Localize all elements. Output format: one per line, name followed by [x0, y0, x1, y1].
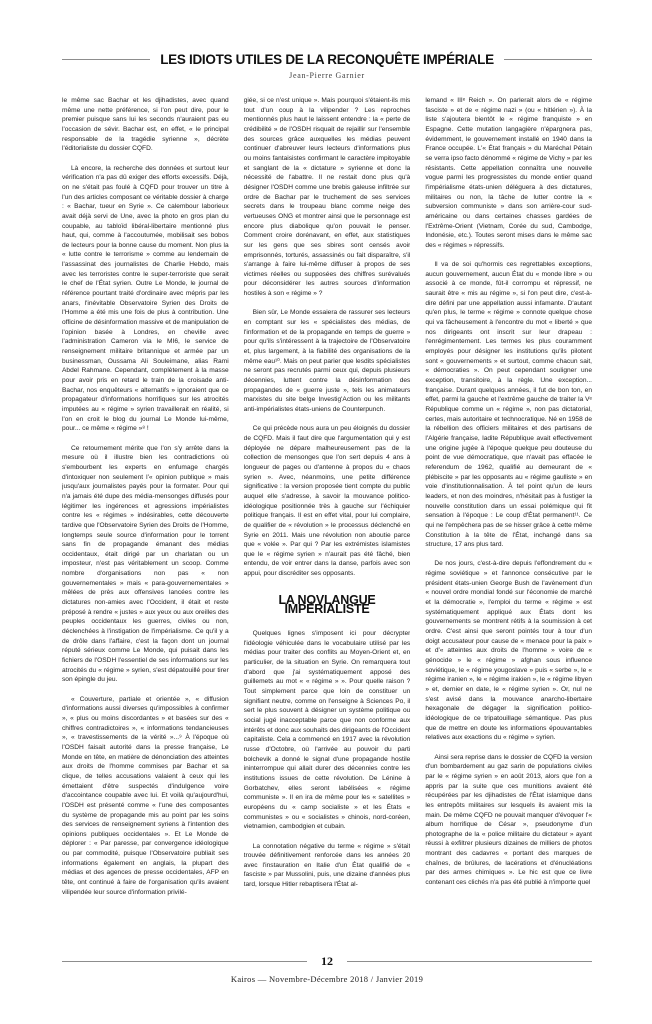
article-author: Jean-Pierre Garnier — [289, 71, 365, 80]
paragraph: Là encore, la recherche des données et surtout leur vérification n'a pas dû exiger des efforts excessifs. Déjà, on ne s'était pas foulé à CQFD pour trouver un titre à l'un des articles composant ce véritable dossier à charge : « Bachar, tueur en Syrie ». Ce calembour laborieux avait déjà servi de Une, avec la photo en gros plan du coupable, au tabloïd libéral-libertaire mentionné plus haut, qui, comme à l'accoutumée, mobilisait ses bobos de lecteurs pour la bonne cause du moment. Non plus la « lutte contre le terrorisme » comme au lendemain de l'assassinat des journalistes de Charlie Hebdo, mais avec les terroristes contre le super-terroriste que serait le chef de l'État syrien. Outre Le Monde, le journal de référence pourtant traité d'ordinaire avec mépris par les anars, l'inévitable Observatoire Syrien des Droits de l'Homme a été mis une fois de plus à contribution. Une officine de désinformation massive et de manipulation de l'opinion basée à Londres, en cheville avec l'administration Cameron via le MI6, le service de renseignement militaire britannique et armée par un businessman, Oussama Ali Souleimane, alias Rami Abdel Rahmane. Cependant, complètement à la masse pour avoir pris en retard le train de la croisade anti-Bachar, nos enquêteurs « alternatifs » ignoraient que ce propagateur d'informations horrifiques sur les atrocités imputées au « régime » syrien travaillerait en réalité, si l'on en croit le blog du journal Le Monde lui-même, pour... ce même « régime »⁸ ! — [62, 164, 229, 433]
footer-rule-left — [62, 961, 307, 962]
journal-issue-line: Kairos — Novembre-Décembre 2018 / Janvier 2019 — [230, 974, 424, 984]
page-footer — [62, 954, 592, 984]
paragraph: « Couverture, partiale et orientée », « diffusion d'informations aussi diverses qu'impossibles à confirmer », « plus ou moins discordantes » et basées sur des « chiffres contradictoires », « informations tendancieuses », « travestissements de la vérité »...⁹ À l'époque où l'OSDH faisait autorité dans la presse française, Le Monde en tête, en matière de dénonciation des atteintes aux droits de l'homme commises par Bachar et sa clique, de telles accusations valaient à ceux qui les émettaient d'être suspectés d'indulgence voire d'accointance coupable avec lui. Et voilà qu'aujourd'hui, l'OSDH est présenté comme « l'une des composantes du système de propagande mis au point par les soins des services de renseignement syriens à l'intention des opinions publiques occidentales ». Et Le Monde de déplorer : « Par paresse, par convergence idéologique ou par commodité, puisque l'Observatoire publiait ses informations également en anglais, la plupart des médias et des agences de presse occidentales, AFP en tête, ont continué à faire de l'organisation qu'ils avaient vilipendée leur source d'information privilé- — [62, 695, 229, 896]
paragraph: De nos jours, c'est-à-dire depuis l'effondrement du « régime soviétique » et l'annonce consécutive par le président états-unien George Bush de l'avènement d'un « nouvel ordre mondial fondé sur l'économie de marché et la démocratie », l'emploi du terme « régime » est systématiquement appliqué aux États dont les gouvernements se montrent rétifs à la soumission à cet ordre. C'est ainsi que seront pointés tour à tour d'un doigt accusateur pour cause de « menace pour la paix » et d'« atteintes aux droits de l'homme » voire de « génocide » le « régime » afghan sous influence soviétique, le « régime yougoslave » puis « serbe », le « régime iranien », le « régime irakien », le « régime libyen » et, dernier en date, le « régime syrien ». Or, nul ne s'est avisé dans la mouvance anarcho-libertaire hexagonale de dégager la signification politico-idéologique de ce tripatouillage sémantique. Pas plus que de mettre en doute les informations épouvantables relatives aux exactions du « régime » syrien. — [425, 560, 592, 742]
paragraph: Ce retournement mérite que l'on s'y arrête dans la mesure où il illustre bien les contradictions où s'embourbent les experts en enfumage chargés d'intoxiquer non seulement l'« opinion publique » mais jusqu'aux journalistes payés pour la formater. Pour qui n'a jamais été dupe des média-mensonges diffusés pour légitimer les ingérences et agressions impérialistes contre les « régimes » indésirables, cette découverte tardive que l'Observatoire Syrien des Droits de l'Homme, longtemps seule source d'information pour le torrent sans fin de propagande émanant des médias occidentaux, était dirigé par un charlatan ou un imposteur, n'est pas véritablement un scoop. Comme nombre d'organisations non pas « non gouvernementales » mais « para-gouvernementales » mêlées de près aux offensives lancées contre les dictatures non-amies avec l'Occident, il était et reste préposé à rendre « justes » aux yeux ou aux oreilles des peuples occidentaux les guerres, civiles ou non, déclenchées à l'instigation de l'impérialisme. Ce qu'il y a de drôle dans l'affaire, c'est la façon dont un journal réputé sérieux comme Le Monde, qui puisait dans les fichiers de l'OSDH l'essentiel de ses informations sur les atrocités du « régime » syrien, s'est dépatouillé pour tirer son épingle du jeu. — [62, 444, 229, 684]
section-heading: LA NOVLANGUE IMPÉRIALISTE — [278, 592, 376, 617]
text-column-1 — [62, 96, 229, 938]
text-column-2 — [244, 96, 411, 938]
paragraph: Bien sûr, Le Monde essaiera de rassurer ses lecteurs en comptant sur les « spécialistes des médias, de l'information et de la propagande en temps de guerre » pour qu'ils s'intéressent à la trajectoire de l'Observatoire et, plus largement, à la fiabilité des organisations de la même eau¹⁰. Mais on peut parier que lesdits spécialistes ne seront pas recrutés parmi ceux qui, depuis plusieurs décennies, luttent contre la désinformation des propagandes de « guerre juste », tels les animateurs marxistes du site belge Investig'Action ou les militants anti-impérialistes états-uniens de Counterpunch. — [243, 309, 411, 413]
paragraph: Ainsi sera reprise dans le dossier de CQFD la version d'un bombardement au gaz sarin de populations civiles par le « régime syrien » en août 2013, alors que l'on a appris par la suite que ces munitions avaient été récupérées par les djihadistes de l'État islamique dans les entrepôts militaires sur lesquels ils avaient mis la main. De même CQFD ne pouvait manquer d'évoquer l'« album horrifique de César », pseudonyme d'un photographe de la « police militaire du dictateur » ayant réussi à exfiltrer plusieurs dizaines de milliers de photos montrant des cadavres « portant des marques de chaînes, de brûlures, de lacérations et d'énucléations par des armes chimiques ». Le hic est que ce livre contenant ces clichés n'a pas été publié à n'importe quel — [425, 753, 592, 887]
footer-rule-right — [347, 961, 592, 962]
paragraph: Il va de soi qu'hormis ces regrettables exceptions, aucun gouvernement, aucun État du « monde libre » ou associé à ce monde, fût-il corrompu et répressif, ne saurait être « mis au régime », si l'on peut dire, c'est-à-dire défini par une appellation aussi infamante. D'autant qu'en plus, le terme « régime » connote quelque chose qui va fâcheusement à l'encontre du mot « liberté » que nos dirigeants ont inscrit sur leur drapeau : l'enrégimentement. Les termes les plus couramment employés pour désigner les institutions qu'ils pilotent sont « gouvernements » et surtout, comme chacun sait, « démocraties ». On peut cependant souligner une exception, transitoire, à la règle. Une exception... française. Durant quelques années, il fut de bon ton, en effet, parmi la gauche et l'extrême gauche de traiter la Vᵉ République comme un « régime », non pas dictatorial, certes, mais autoritaire et technocratique. Né en 1958 de la rébellion des officiers militaires et des partisans de l'Algérie française, ladite République avait effectivement une origine jugée à l'époque quelque peu douteuse du point de vue démocratique, que n'avait pas effacée le referendum de 1962, qualifié au demeurant de « plébiscite » par les opposants au « régime gaulliste » en voie d'institutionnalisation. À tel point qu'un de leurs leaders, et non des moindres, n'hésitait pas à fustiger la nouvelle constitution dans un essai polémique qui fit sensation à l'époque : Le coup d'État permanent¹¹. Ce qui ne l'empêchera pas de se hisser grâce à cette même Constitution à la tête de l'État, inchangé dans sa structure, 17 ans plus tard. — [425, 261, 592, 549]
text-column-3 — [425, 96, 592, 938]
page-number-row — [62, 954, 592, 969]
paragraph: La connotation négative du terme « régime » s'était trouvée définitivement renforcée dans les années 20 avec l'instauration en Italie d'un État qualifié de « fasciste » par Mussolini, puis, une dizaine d'années plus tard, lorsque Hitler rebaptisera l'État al- — [243, 842, 411, 889]
page-number: 12 — [321, 954, 333, 968]
paragraph: le même sac Bachar et les djihadistes, avec quand même une nette préférence, si l'on peut dire, pour le premier puisque sans lui les seconds n'auraient pas eu l'occasion de sévir. Bachar est, en effet, « le principal responsable de la tragédie syrienne », décrète l'éditorialiste du dossier CQFD. — [62, 97, 229, 153]
paragraph: lemand « IIIᵉ Reich ». On parlerait alors de « régime fasciste » et de « régime nazi » (ou « hitlérien »). À la liste s'ajoutera bientôt le « régime franquiste » en Espagne. Cette mutation langagière n'épargnera pas, évidemment, le gouvernement installé en 1940 dans la France occupée. L'« État français » du Maréchal Pétain se verra ipso facto dénommé « régime de Vichy » par les résistants. Cette appellation connaîtra une nouvelle vogue parmi les progressistes du monde entier quand l'impérialisme états-unien déléguera à des dictatures, militaires ou non, la tâche de lutter contre la « subversion communiste » dans son arrière-cour sud-américaine ou dans certaines chasses gardées de l'Extrême-Orient (Vietnam, Corée du sud, Cambodge, Indonésie, etc.). Toutes seront mises dans le même sac des « régimes » répressifs. — [425, 97, 592, 249]
article-body — [62, 96, 592, 938]
paragraph: giée, si ce n'est unique ». Mais pourquoi s'étaient-ils mis tout d'un coup à la vilipender ? Les reproches mentionnés plus haut le laissent entendre : la « perte de crédibilité » de l'OSDH risquait de rejaillir sur l'ensemble des sources grâce auxquelles les médias peuvent continuer d'abreuver leurs lecteurs d'informations plus ou moins fantaisistes confirmant le caractère impitoyable et sanglant de la « dictature » syrienne et donc la nécessité de l'abattre. Il ne restait donc plus qu'à désigner l'OSDH comme une brebis galeuse infiltrée sur ordre de Bachar par le truchement de ses services secrets dans le troupeau blanc comme neige des vertueuses ONG et montrer ainsi que le personnage est encore plus diabolique qu'on pouvait le penser. Comment croire dorénavant, en effet, aux statistiques sur les gens que ses sbires sont censés avoir emprisonnés, torturés, assassinés ou fait disparaître, s'il s'arrange à faire lui-même diffuser à propos de ses victimes réelles ou supposées des chiffres surévalués pour déconsidérer les autres sources d'information hostiles à son « régime » ? — [243, 97, 411, 298]
paragraph: Quelques lignes s'imposent ici pour décrypter l'idéologie véhiculée dans le vocabulaire utilisé par les médias pour traiter des conflits au Moyen-Orient et, en particulier, de la situation en Syrie. On remarquera tout d'abord que j'ai systématiquement apposé des guillemets au mot « « régime » ». Pour quelle raison ? Tout simplement parce que loin de constituer un signifiant neutre, comme on l'enseigne à Sciences Po, il sert le plus souvent à désigner un système politique ou social jugé inacceptable parce que non conforme aux intérêts et donc aux souhaits des dirigeants de l'Occident capitaliste. Cela a commencé en 1917 avec la révolution russe d'Octobre, où l'arrivée au pouvoir du parti bolchevik a donné le signal d'une propagande hostile ininterrompue qui allait durer des décennies contre les institutions issues de cette révolution. De Lénine à Gorbatchev, elles seront labélisées « régime communiste ». Il en ira de même pour les « satellites » européens du « camp socialiste » et les États « communistes » ou « socialistes » chinois, nord-coréen, vietnamien, cambodgien et cubain. — [243, 630, 411, 831]
title-rule-left — [62, 59, 150, 60]
article-title: LES IDIOTS UTILES DE LA RECONQUÊTE IMPÉRIALE — [160, 52, 494, 67]
paragraph: Ce qui précède nous aura un peu éloignés du dossier de CQFD. Mais il faut dire que l'argumentation qui y est déployée ne dépare malheureusement pas de la collection de mensonges que l'on sert depuis 4 ans à longueur de pages ou d'antenne à propos du « chaos syrien ». Avec, néanmoins, une petite différence significative : la version proposée tient compte du public auquel elle s'adresse, à savoir la mouvance politico-idéologique positionnée très à gauche sur l'échiquier politique français. Il est en effet vital, pour lui complaire, de qualifier de « révolution » le processus déclenché en Syrie en 2011. Mais une révolution non aboutie parce que « volée ». Par qui ? Par les extrémistes islamistes que le « régime syrien » n'aurait pas été fâché, bien entendu, de voir entrer dans la danse, parfois avec son appui, pour discréditer ses opposants. — [243, 425, 411, 578]
title-row — [62, 52, 592, 67]
title-rule-right — [504, 59, 592, 60]
article-header — [62, 52, 592, 80]
